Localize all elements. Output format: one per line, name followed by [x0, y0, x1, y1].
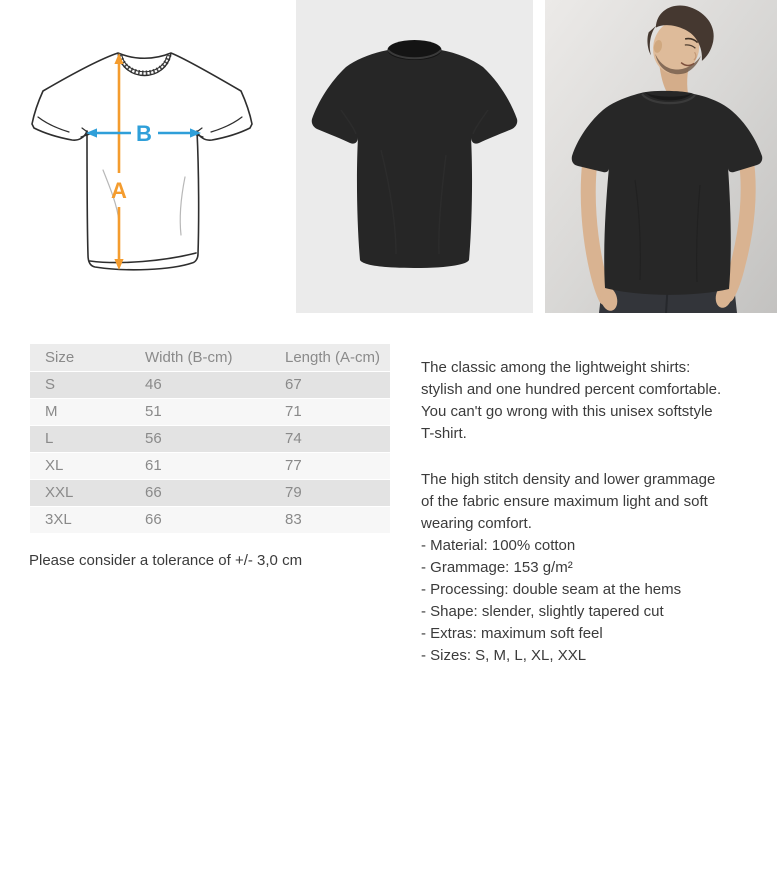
- width-cell: 61: [130, 452, 270, 479]
- length-cell: 74: [270, 425, 390, 452]
- tolerance-note: Please consider a tolerance of +/- 3,0 cm: [29, 552, 303, 569]
- model-wearing-tshirt-image: [545, 0, 777, 313]
- width-cell: 51: [130, 398, 270, 425]
- size-cell: XXL: [30, 479, 130, 506]
- table-row: [30, 398, 390, 425]
- table-row: [30, 425, 390, 452]
- length-cell: 67: [270, 371, 390, 398]
- size-cell: 3XL: [30, 506, 130, 533]
- product-description: [421, 333, 773, 667]
- size-cell: M: [30, 398, 130, 425]
- product-photo-model: [545, 0, 777, 313]
- length-cell: 79: [270, 479, 390, 506]
- description-line: T-shirt.: [421, 425, 467, 442]
- spec-item: - Processing: double seam at the hems: [421, 581, 682, 598]
- width-cell: 66: [130, 479, 270, 506]
- table-row: [30, 479, 390, 506]
- table-header-row: [30, 344, 390, 371]
- description-line: wearing comfort.: [421, 515, 532, 532]
- table-row: [30, 452, 390, 479]
- spec-item: - Material: 100% cotton: [421, 537, 576, 554]
- description-line: The classic among the lightweight shirts:: [421, 359, 691, 376]
- description-line: of the fabric ensure maximum light and soft: [421, 493, 708, 510]
- column-header-length: Length (A-cm): [270, 344, 390, 371]
- width-cell: 46: [130, 371, 270, 398]
- spec-item: - Grammage: 153 g/m²: [421, 559, 573, 576]
- spec-item: - Sizes: S, M, L, XL, XXL: [421, 647, 587, 664]
- table-row: [30, 371, 390, 398]
- dimension-label-a: A: [111, 178, 127, 203]
- dimension-label-b: B: [136, 121, 152, 146]
- tee-body-outline: [32, 53, 252, 270]
- black-tshirt-image: [296, 0, 533, 313]
- column-header-size: Size: [30, 344, 130, 371]
- description-line: You can't go wrong with this unisex softstyle: [421, 403, 713, 420]
- spec-item: - Extras: maximum soft feel: [421, 625, 603, 642]
- product-photo-front: [296, 0, 533, 313]
- size-cell: XL: [30, 452, 130, 479]
- table-row: [30, 506, 390, 533]
- size-cell: S: [30, 371, 130, 398]
- column-header-width: Width (B-cm): [130, 344, 270, 371]
- width-cell: 66: [130, 506, 270, 533]
- size-table: [30, 344, 390, 534]
- size-cell: L: [30, 425, 130, 452]
- width-cell: 56: [130, 425, 270, 452]
- size-diagram-image: [15, 25, 265, 295]
- length-cell: 71: [270, 398, 390, 425]
- spec-item: - Shape: slender, slightly tapered cut: [421, 603, 664, 620]
- spec-list: [421, 535, 773, 667]
- tshirt-outline-drawing: [15, 25, 265, 295]
- length-cell: 77: [270, 452, 390, 479]
- length-cell: 83: [270, 506, 390, 533]
- description-line: stylish and one hundred percent comfortable.: [421, 381, 722, 398]
- description-line: The high stitch density and lower grammage: [421, 471, 716, 488]
